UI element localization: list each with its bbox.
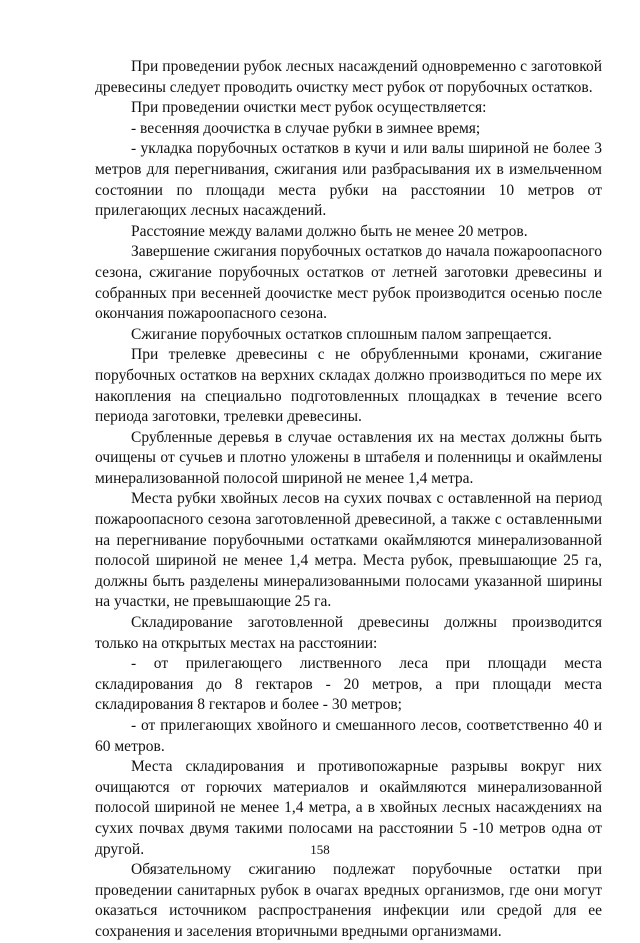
list-item-3: - от прилегающего лиственного леса при площади места складирования до 8 гектаров - 20 метров, а при площади места складирования 8 гектаров и более - 30 метров;: [95, 655, 602, 714]
page-number: 158: [310, 842, 330, 857]
list-item-4: - от прилегающих хвойного и смешанного лесов, соответственно 40 и 60 метров.: [95, 717, 602, 755]
paragraph-1: При проведении рубок лесных насаждений одновременно с заготовкой древесины следует проводить очистку мест рубок от порубочных остатков.: [95, 58, 602, 96]
paragraph-2: При проведении очистки мест рубок осуществляется:: [131, 99, 487, 117]
paragraph-3: Расстояние между валами должно быть не менее 20 метров.: [131, 222, 528, 240]
list-item-1: - весенняя доочистка в случае рубки в зимнее время;: [131, 119, 481, 137]
paragraph-4: Завершение сжигания порубочных остатков до начала пожароопасного сезона, сжигание порубочных остатков от летней заготовки древесины и собранных при весенней доочистке мест рубок производится осенью после окончания пожароопасного сезона.: [95, 243, 602, 323]
paragraph-7: Срубленные деревья в случае оставления их на местах должны быть очищены от сучьев и плотно уложены в штабеля и поленницы и окаймлены минерализованной полосой шириной не менее 1,4 метра.: [95, 428, 602, 487]
list-item-2: - укладка порубочных остатков в кучи и или валы шириной не более 3 метров для перегнивания, сжигания или разбрасывания их в измельченном состоянии по площади места рубки на расстоянии 10 метров от прилегающих лесных насаждений.: [95, 140, 602, 220]
paragraph-10: Места складирования и противопожарные разрывы вокруг них очищаются от горючих материалов и окаймляются минерализованной полосой шириной не менее 1,4 метра, а в хвойных лесных насаждениях на сухих почвах двумя такими полосами на расстоянии 5 -10 метров одна от другой.: [95, 758, 602, 858]
paragraph-5: Сжигание порубочных остатков сплошным палом запрещается.: [131, 325, 552, 343]
paragraph-11: Обязательному сжиганию подлежат порубочные остатки при проведении санитарных рубок в очагах вредных организмов, где они могут оказаться источником распространения инфекции или средой для ее сохранения и заселения вторичными вредными организмами.: [95, 861, 602, 940]
paragraph-8: Места рубки хвойных лесов на сухих почвах с оставленной на период пожароопасного сезона заготовленной древесиной, а также с оставленными на перегнивание порубочными остатками окаймляются минерализованной полосой шириной не менее 1,4 метра. Места рубок, превышающие 25 га, должны быть разделены минерализованными полосами указанной ширины на участки, не превышающие 25 га.: [95, 490, 602, 611]
paragraph-9: Складирование заготовленной древесины должны производится только на открытых местах на расстоянии:: [95, 614, 602, 652]
paragraph-6: При трелевке древесины с не обрубленными кронами, сжигание порубочных остатков на верхних складах должно производиться по мере их накопления на специально подготовленных площадках в течение всего периода заготовки, трелевки древесины.: [95, 346, 602, 426]
